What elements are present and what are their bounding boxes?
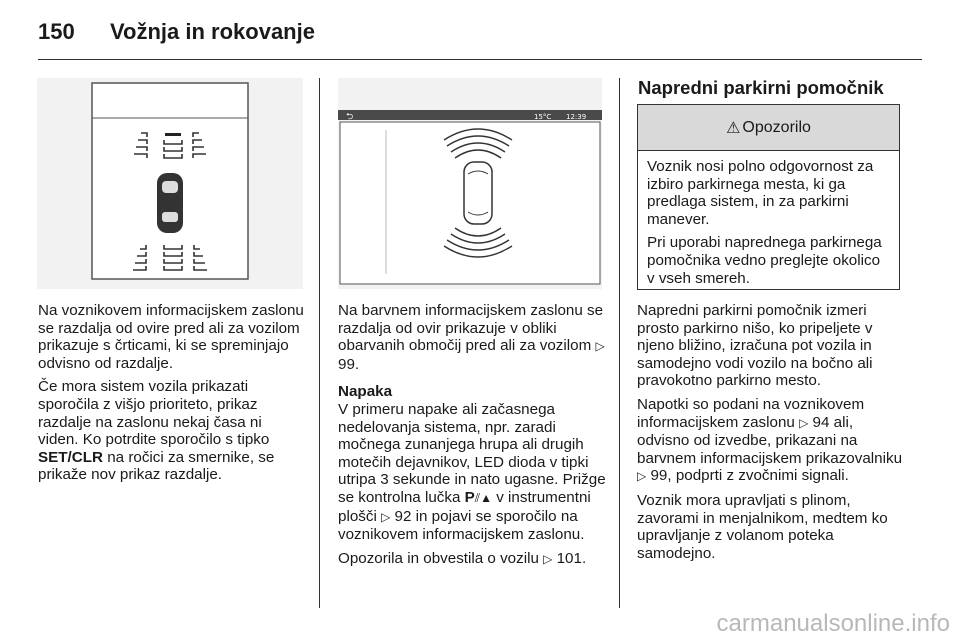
page-number: 150 <box>38 19 75 44</box>
col3-paragraph-1: Napredni parkirni pomočnik izmeri prosto parkirno nišo, ko pripeljete v njeno bližino, izračuna pot vozila in samodejno vodi vozilo na bočno ali pravokotno parkirno mesto. <box>637 302 873 390</box>
column-1-text <box>38 302 306 490</box>
warning-header <box>638 105 899 151</box>
parking-warning-symbol: P <box>464 488 475 506</box>
col2-paragraph-1: Na barvnem informacijskem zaslonu se razdalja od ovir prikazuje v obliki obarvanih območij pred ali za vozilom ▷ 99. <box>338 302 605 373</box>
screen-time: 12:39 <box>566 113 587 121</box>
napaka-heading: Napaka <box>338 383 393 401</box>
screen-temperature: 15°C <box>534 113 552 121</box>
column-divider-left <box>319 78 320 608</box>
col3-paragraph-2: Napotki so podani na voznikovem informacijskem zaslonu ▷ 94 ali, odvisno od izvedbe, prikazani na barvnem informacijskem prikazovalniku ▷ 99, podprti z zvočnimi signali. <box>637 395 903 485</box>
col1-paragraph-2: Če mora sistem vozila prikazati sporočila z višjo prioriteto, prikaz razdalje na zaslonu nekaj časa ni viden. Ko potrdite sporočilo s tipko SET/CLR na ročici za smernike, se prikaže nov prikaz razdalje. <box>38 378 275 484</box>
col3-paragraph-3: Voznik mora upravljati s plinom, zavorami in menjalnikom, medtem ko upravljanje z volanom poteka samodejno. <box>637 491 888 562</box>
parking-sensor-icon: ⫽▲ <box>474 490 493 505</box>
page-reference-icon: ▷ <box>543 551 553 566</box>
column-divider-right <box>619 78 620 608</box>
page-reference-icon: ▷ <box>381 509 391 524</box>
page-reference-icon: ▷ <box>637 469 647 484</box>
napaka-paragraph: V primeru napake ali začasnega nedelovanja sistema, npr. zaradi močnega zunanjega hrupa ali drugih motečih dejavnikov, LED dioda v tipki utripa 3 sekunde in nato ugasne. Prižge se kontrolna lučka P⫽▲ v instrumentni plošči ▷ 92 in pojavi se sporočilo na voznikovem informacijskem zaslonu. <box>338 400 606 544</box>
set-clr-key: SET/CLR <box>38 448 103 466</box>
driver-display-figure <box>37 78 303 289</box>
watermark: carmanualsonline.info <box>716 610 950 637</box>
section-heading: Napredni parkirni pomočnik <box>638 77 884 98</box>
header-rule <box>38 59 922 60</box>
page-reference-icon: ▷ <box>595 339 605 354</box>
warning-paragraph-2: Pri uporabi naprednega parkirnega pomočnika vedno preglejte okolico v vseh smereh. <box>647 234 882 287</box>
column-3-text <box>637 302 905 568</box>
colour-display-figure <box>338 78 602 289</box>
driver-display-illustration <box>37 78 303 289</box>
svg-text:⮌: ⮌ <box>346 112 354 122</box>
colour-display-illustration <box>338 78 602 289</box>
page-reference-icon: ▷ <box>799 415 809 430</box>
warning-title: Opozorilo <box>742 118 811 136</box>
col2-paragraph-3: Opozorila in obvestila o vozilu ▷ 101. <box>338 549 587 567</box>
column-2-text <box>338 302 606 574</box>
warning-icon: ⚠ <box>726 119 741 137</box>
warning-box <box>637 104 900 290</box>
warning-body <box>638 151 899 287</box>
warning-paragraph-1: Voznik nosi polno odgovornost za izbiro parkirnega mesta, ki ga predlaga sistem, in za parkirni manever. <box>647 158 874 228</box>
page-title: Vožnja in rokovanje <box>110 19 315 44</box>
col1-paragraph-1: Na voznikovem informacijskem zaslonu se razdalja od ovire pred ali za vozilom prikazuje s črticami, ki se spreminjajo odvisno od razdalje. <box>38 302 304 372</box>
